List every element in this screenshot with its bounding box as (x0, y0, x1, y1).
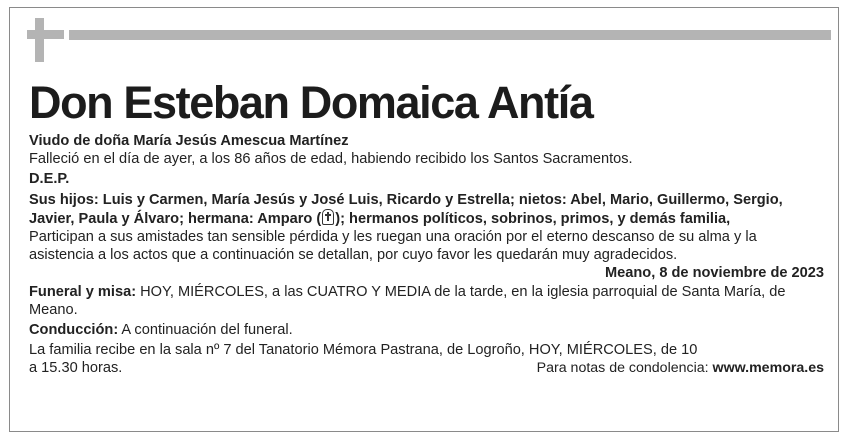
funeral-text: HOY, MIÉRCOLES, a las CUATRO Y MEDIA de la tarde, en la iglesia parroquial de Santa María, de Meano. (29, 283, 786, 318)
invitation-text: Participan a sus amistades tan sensible pérdida y les ruegan una oración por el eterno descanso de su alma y la asistencia a los actos que a continuación se detallan, por cuyo favor les quedarán muy agradecidos. (29, 229, 757, 264)
family-text-2: ); hermanos políticos, sobrinos, primos, y demás familia, (335, 210, 731, 227)
dep-line: D.E.P. (29, 171, 70, 188)
deceased-cross-icon (322, 209, 334, 225)
condolence-note (537, 359, 824, 377)
family-text-1: Sus hijos: Luis y Carmen, María Jesús y José Luis, Ricardo y Estrella; nietos: Abel, Mario, Guillermo, Sergio, Javier, Paula y Álvaro; hermana: Amparo ( (29, 191, 783, 227)
conduccion-text: A continuación del funeral. (118, 322, 293, 339)
conduccion-line (29, 321, 824, 339)
death-notice: Falleció en el día de ayer, a los 86 años de edad, habiendo recibido los Santos Sacramentos. (29, 151, 633, 168)
deceased-name: Don Esteban Domaica Antía (29, 77, 593, 128)
header-rule (69, 30, 831, 40)
condolence-link[interactable]: www.memora.es (712, 360, 824, 377)
place-date: Meano, 8 de noviembre de 2023 (605, 265, 824, 282)
cross-icon-bar (27, 30, 64, 39)
funeral-label: Funeral y misa: (29, 283, 137, 300)
funeral-line (29, 283, 824, 319)
conduccion-label: Conducción: (29, 322, 119, 339)
reception-footer (29, 359, 824, 377)
reception-line-2: a 15.30 horas. (29, 360, 123, 377)
cross-icon (35, 18, 44, 62)
reception-line-1: La familia recibe en la sala nº 7 del Tanatorio Mémora Pastrana, de Logroño, HOY, MIÉRCOLES, de 10 (29, 342, 698, 359)
family-list (29, 191, 824, 228)
condolence-label: Para notas de condolencia: (536, 360, 709, 377)
widower-line: Viudo de doña María Jesús Amescua Martínez (29, 133, 349, 149)
obituary-body (29, 132, 824, 378)
